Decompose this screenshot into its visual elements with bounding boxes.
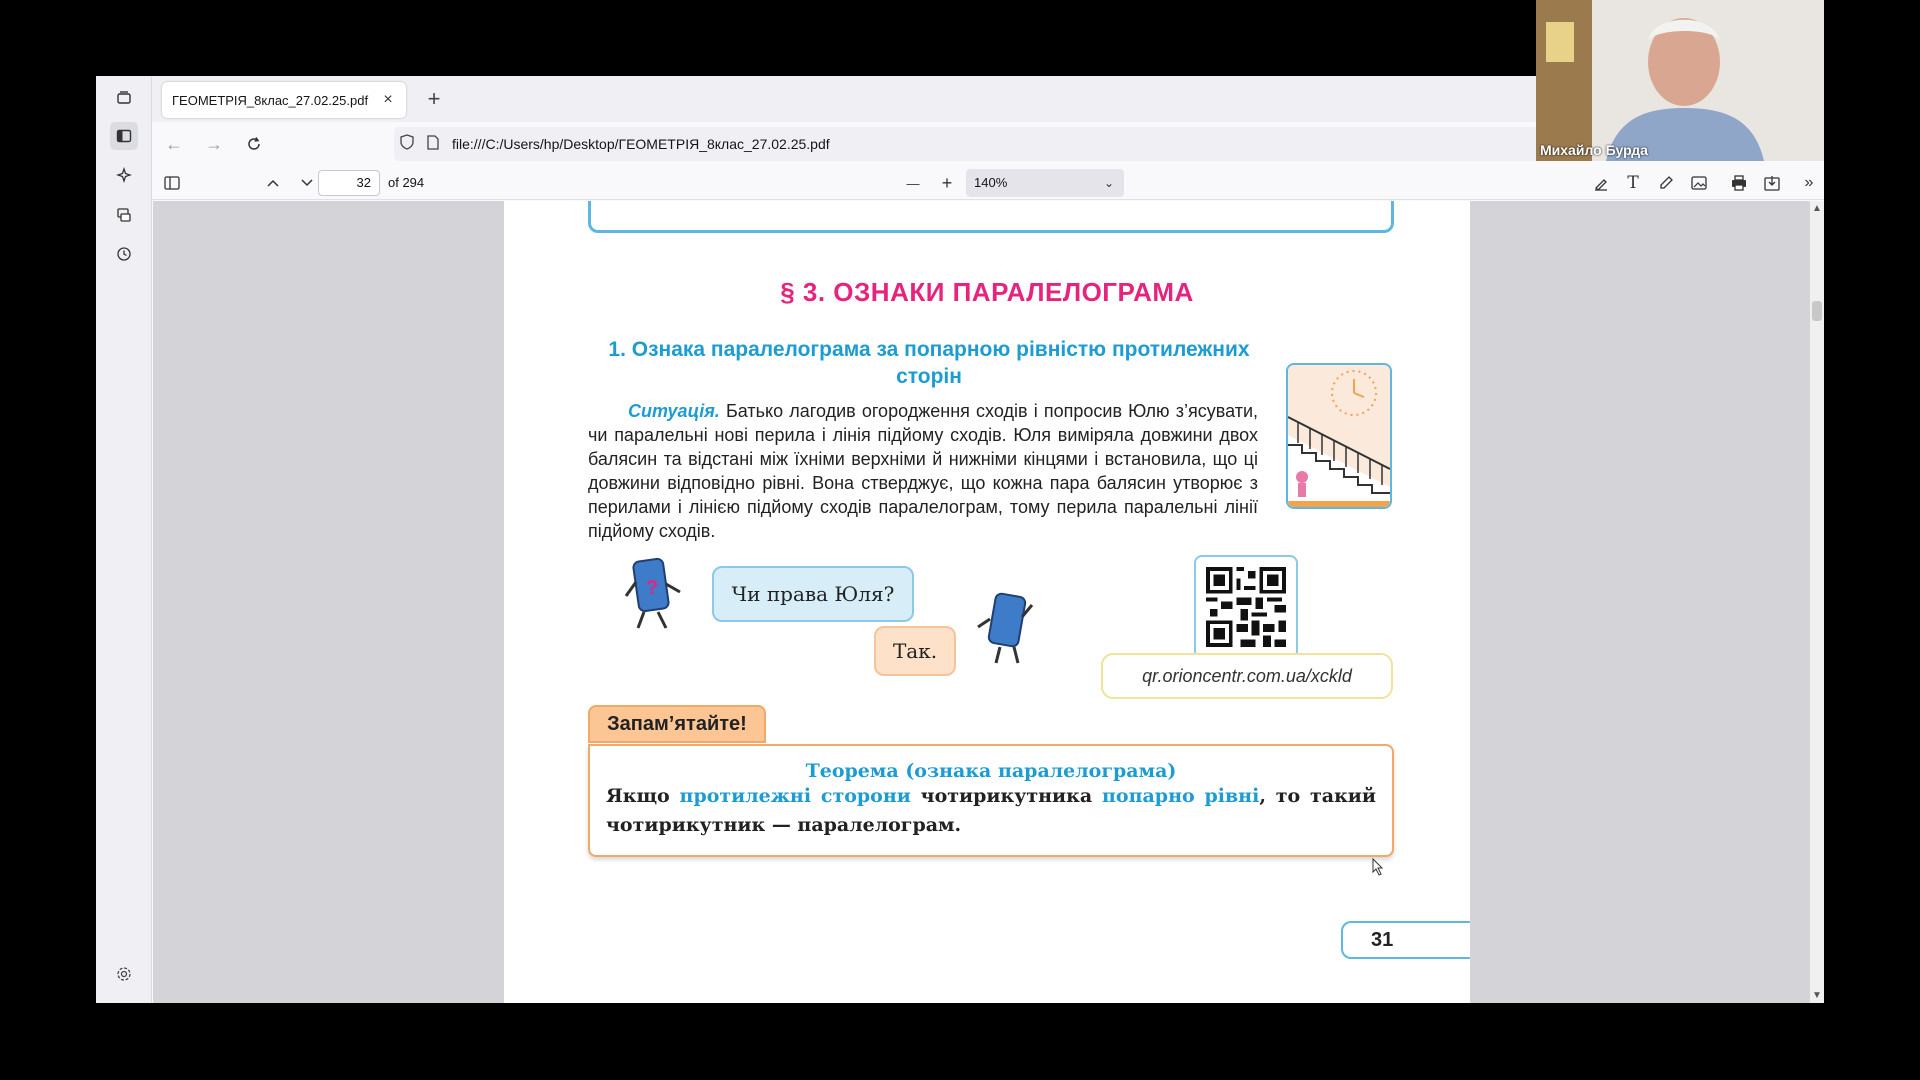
speech-bubble-answer: Так. bbox=[874, 626, 956, 676]
pdf-page bbox=[504, 201, 1470, 1003]
browser-window bbox=[96, 76, 1824, 1003]
printed-page-number: 31 bbox=[1341, 921, 1470, 959]
browser-sidebar bbox=[96, 76, 152, 1003]
next-page-icon[interactable] bbox=[296, 172, 318, 194]
remember-label: Запам’ятайте! bbox=[588, 705, 766, 743]
history-icon[interactable] bbox=[110, 240, 138, 268]
zoom-select[interactable] bbox=[966, 169, 1124, 197]
tab-pdf-document[interactable] bbox=[162, 82, 406, 118]
situation-text: Батько лагодив огородження сходів і попросив Юлю з’ясувати, чи паралельні нові перила і лінія підйому сходів. Юля виміряла довжини двох балясин та відстані між їхніми верхніми й нижніми кінцями і встановила, що ці довжини відповідно рівні. Вона стверджує, що кожна пара балясин утворює з перилами і лінією підйому сходів паралелограм, тому перила паралельні лінії підйому сходів. bbox=[588, 401, 1258, 541]
zoom-out-button[interactable]: — bbox=[906, 175, 920, 191]
situation-paragraph bbox=[588, 399, 1258, 543]
theorem-box bbox=[588, 744, 1394, 857]
chevron-down-icon: ⌄ bbox=[1103, 176, 1114, 190]
robot-answer-icon bbox=[972, 591, 1038, 674]
participant-name: Михайло Бурда bbox=[1540, 142, 1648, 158]
synced-tabs-icon[interactable] bbox=[110, 201, 138, 229]
file-icon bbox=[420, 135, 446, 154]
stairs-illustration bbox=[1286, 363, 1392, 509]
sidebar-toggle-icon[interactable] bbox=[110, 122, 138, 150]
theorem-title: Теорема (ознака паралелограма) bbox=[805, 760, 1177, 782]
qr-link[interactable]: qr.orioncentr.com.ua/xckld bbox=[1101, 653, 1393, 699]
section-heading: § 3. ОЗНАКИ ПАРАЛЕЛОГРАМА bbox=[780, 277, 1194, 307]
theorem-highlight: протилежні сторони bbox=[679, 785, 911, 807]
forward-arrow-icon[interactable]: → bbox=[205, 134, 223, 154]
mouse-cursor-icon bbox=[1372, 858, 1384, 881]
image-icon[interactable] bbox=[1688, 172, 1710, 194]
vertical-scrollbar[interactable] bbox=[1810, 201, 1824, 1003]
speech-bubble-question: Чи права Юля? bbox=[712, 566, 914, 622]
pdf-sidebar-toggle-icon[interactable] bbox=[160, 172, 184, 194]
svg-text:?: ? bbox=[646, 577, 659, 599]
theorem-text-part: , то такий чотирикутник — паралелограм. bbox=[606, 785, 1376, 836]
previous-page-icon[interactable] bbox=[262, 172, 284, 194]
url-text[interactable]: file:///C:/Users/hp/Desktop/ГЕОМЕТРІЯ_8клас_27.02.25.pdf bbox=[452, 136, 830, 152]
subsection-heading: 1. Ознака паралелограма за попарною рівністю протилежних сторін bbox=[608, 338, 1250, 388]
pdf-toolbar bbox=[152, 166, 1824, 200]
back-arrow-icon[interactable]: ← bbox=[165, 134, 183, 154]
settings-gear-icon[interactable] bbox=[110, 960, 138, 988]
previous-section-frame bbox=[588, 201, 1394, 233]
tab-title: ГЕОМЕТРІЯ_8клас_27.02.25.pdf bbox=[172, 92, 369, 108]
page-number-input[interactable]: 32 bbox=[318, 170, 380, 196]
tab-overview-icon[interactable] bbox=[110, 84, 138, 112]
scroll-down-arrow-icon[interactable]: ▼ bbox=[1812, 990, 1822, 1001]
scrollbar-thumb[interactable] bbox=[1812, 301, 1822, 321]
webcam-video bbox=[1536, 0, 1824, 161]
zoom-value: 140% bbox=[974, 175, 1008, 190]
highlight-icon[interactable] bbox=[1590, 172, 1612, 194]
zoom-in-button[interactable]: + bbox=[941, 172, 953, 193]
theorem-highlight: попарно рівні bbox=[1102, 785, 1260, 807]
save-download-icon[interactable] bbox=[1761, 172, 1783, 194]
theorem-text-part: Якщо bbox=[606, 785, 680, 807]
theorem-text-part: чотирикутника bbox=[910, 785, 1102, 807]
pdf-viewport[interactable] bbox=[153, 201, 1810, 1003]
reload-icon[interactable] bbox=[242, 132, 266, 156]
ai-sparkle-icon[interactable] bbox=[110, 161, 138, 189]
scroll-up-arrow-icon[interactable]: ▲ bbox=[1812, 203, 1822, 214]
more-tools-chevron-icon[interactable]: » bbox=[1804, 174, 1814, 191]
new-tab-button[interactable]: + bbox=[427, 86, 441, 111]
theorem-text bbox=[606, 782, 1376, 840]
print-icon[interactable] bbox=[1728, 172, 1750, 194]
close-icon[interactable]: × bbox=[383, 91, 393, 108]
qr-code[interactable] bbox=[1194, 555, 1298, 659]
text-tool-icon[interactable]: T bbox=[1627, 173, 1639, 193]
draw-pen-icon[interactable] bbox=[1655, 172, 1677, 194]
page-total-label: of 294 bbox=[388, 175, 425, 190]
shield-icon[interactable] bbox=[394, 134, 420, 154]
robot-question-icon bbox=[622, 556, 688, 639]
situation-label: Ситуація. bbox=[628, 401, 720, 421]
